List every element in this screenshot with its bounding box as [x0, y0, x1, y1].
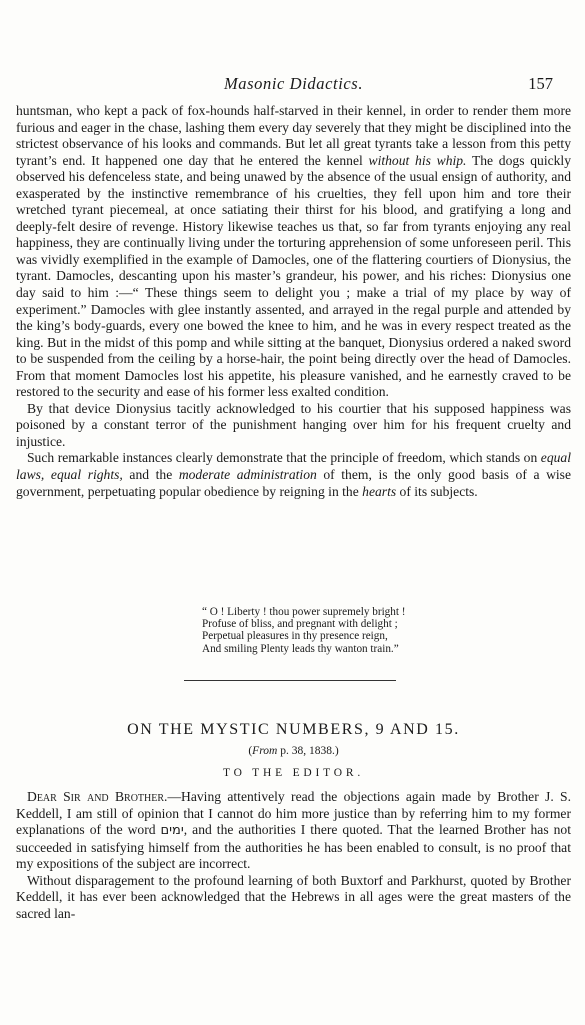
section-divider: [184, 680, 396, 681]
page-header: [16, 74, 571, 96]
hebrew-word: ימים: [160, 823, 184, 839]
poem-line: “ O ! Liberty ! thou power supremely bright !: [202, 606, 406, 618]
paragraph: Such remarkable instances clearly demonstrate that the principle of freedom, which stands on equal laws, equal rights, and the moderate administration of them, is the only good basis of a wise government, perpetuating popular obedience by reigning in the hearts of its subjects.: [16, 450, 571, 499]
emphasis: equal laws, equal rights,: [16, 450, 571, 483]
article-title: ON THE MYSTIC NUMBERS, 9 AND 15.: [127, 721, 460, 738]
emphasis: moderate administration: [178, 467, 317, 483]
paragraph: Dear Sir and Brother.—Having attentively read the objections again made by Brother J. S. Keddell, I am still of opinion that I cannot do him more justice than by referring him to my former explanations of the word ימים, and the authorities I there quoted. That the learned Brother has not succeeded in satisfying himself from the authorities he has been enabled to consult, is no proof that my expositions of the subject are incorrect.: [16, 789, 571, 872]
salutation: Dear Sir and Brother.: [27, 789, 168, 804]
poem-line: And smiling Plenty leads thy wanton train.”: [202, 642, 399, 655]
paragraph: Without disparagement to the profound learning of both Buxtorf and Parkhurst, quoted by Brother Keddell, it has ever been acknowledged that the Hebrews in all ages were the great masters of the sacred lan-: [16, 872, 571, 921]
essay-body: [16, 103, 571, 500]
source-reference: (From p. 38, 1838.): [248, 745, 339, 757]
poem-quotation: [202, 606, 502, 655]
poem-line: Profuse of bliss, and pregnant with delight ;: [202, 618, 398, 631]
addressee-line: TO THE EDITOR.: [222, 767, 365, 779]
paragraph: By that device Dionysius tacitly acknowledged to his courtier that his supposed happiness was poisoned by a constant terror of the punishment hanging over him for his frequent cruelty and injustice.: [16, 400, 571, 449]
running-title: Masonic Didactics.: [223, 74, 364, 93]
paragraph: huntsman, who kept a pack of fox-hounds half-starved in their kennel, in order to render them more furious and eager in the chase, lashing them every day severely that they might be disciplined into the strictest observance of his looks and commands. But let all great tyrants take a lesson from this petty tyrant’s end. It happened one day that he entered the kennel without his whip. The dogs quickly observed his defenceless state, and being unawed by the absence of the usual ensign of authority, and exasperated by the instinctive remembrance of his cruelties, they fell upon him and tore their wretched tyrant piecemeal, at once satiating their thirst for his blood, and gratifying a long and deeply-felt desire of revenge. History likewise teaches us that, so far from tyrants enjoying any real happiness, they are continually living under the torturing apprehension of some unforeseen peril. This was vividly exemplified in the example of Damocles, one of the flattering courtiers of Dionysius, the tyrant. Damocles, descanting upon his master’s grandeur, his power, and his riches: Dionysius one day said to him :—“ These things seem to delight you ; make a trial of my place by way of experiment.” Damocles with glee instantly assented, and arrayed in the regal purple and attended by the king’s body-guards, every one bowed the knee to him, and he was in every respect treated as the king. But in the midst of this pomp and while sitting at the banquet, Dionysius ordered a naked sword to be suspended from the ceiling by a horse-hair, the point being directly over the head of Damocles. From that moment Damocles lost his appetite, his pleasure vanished, and he earnestly craved to be restored to the security and ease of his former less exalted condition.: [16, 103, 571, 400]
letter-body: [16, 789, 571, 922]
poem-line: Perpetual pleasures in thy presence reign,: [202, 630, 388, 643]
page-number: 157: [528, 74, 553, 93]
emphasis: hearts: [362, 483, 397, 499]
emphasis: without his whip.: [368, 152, 467, 168]
